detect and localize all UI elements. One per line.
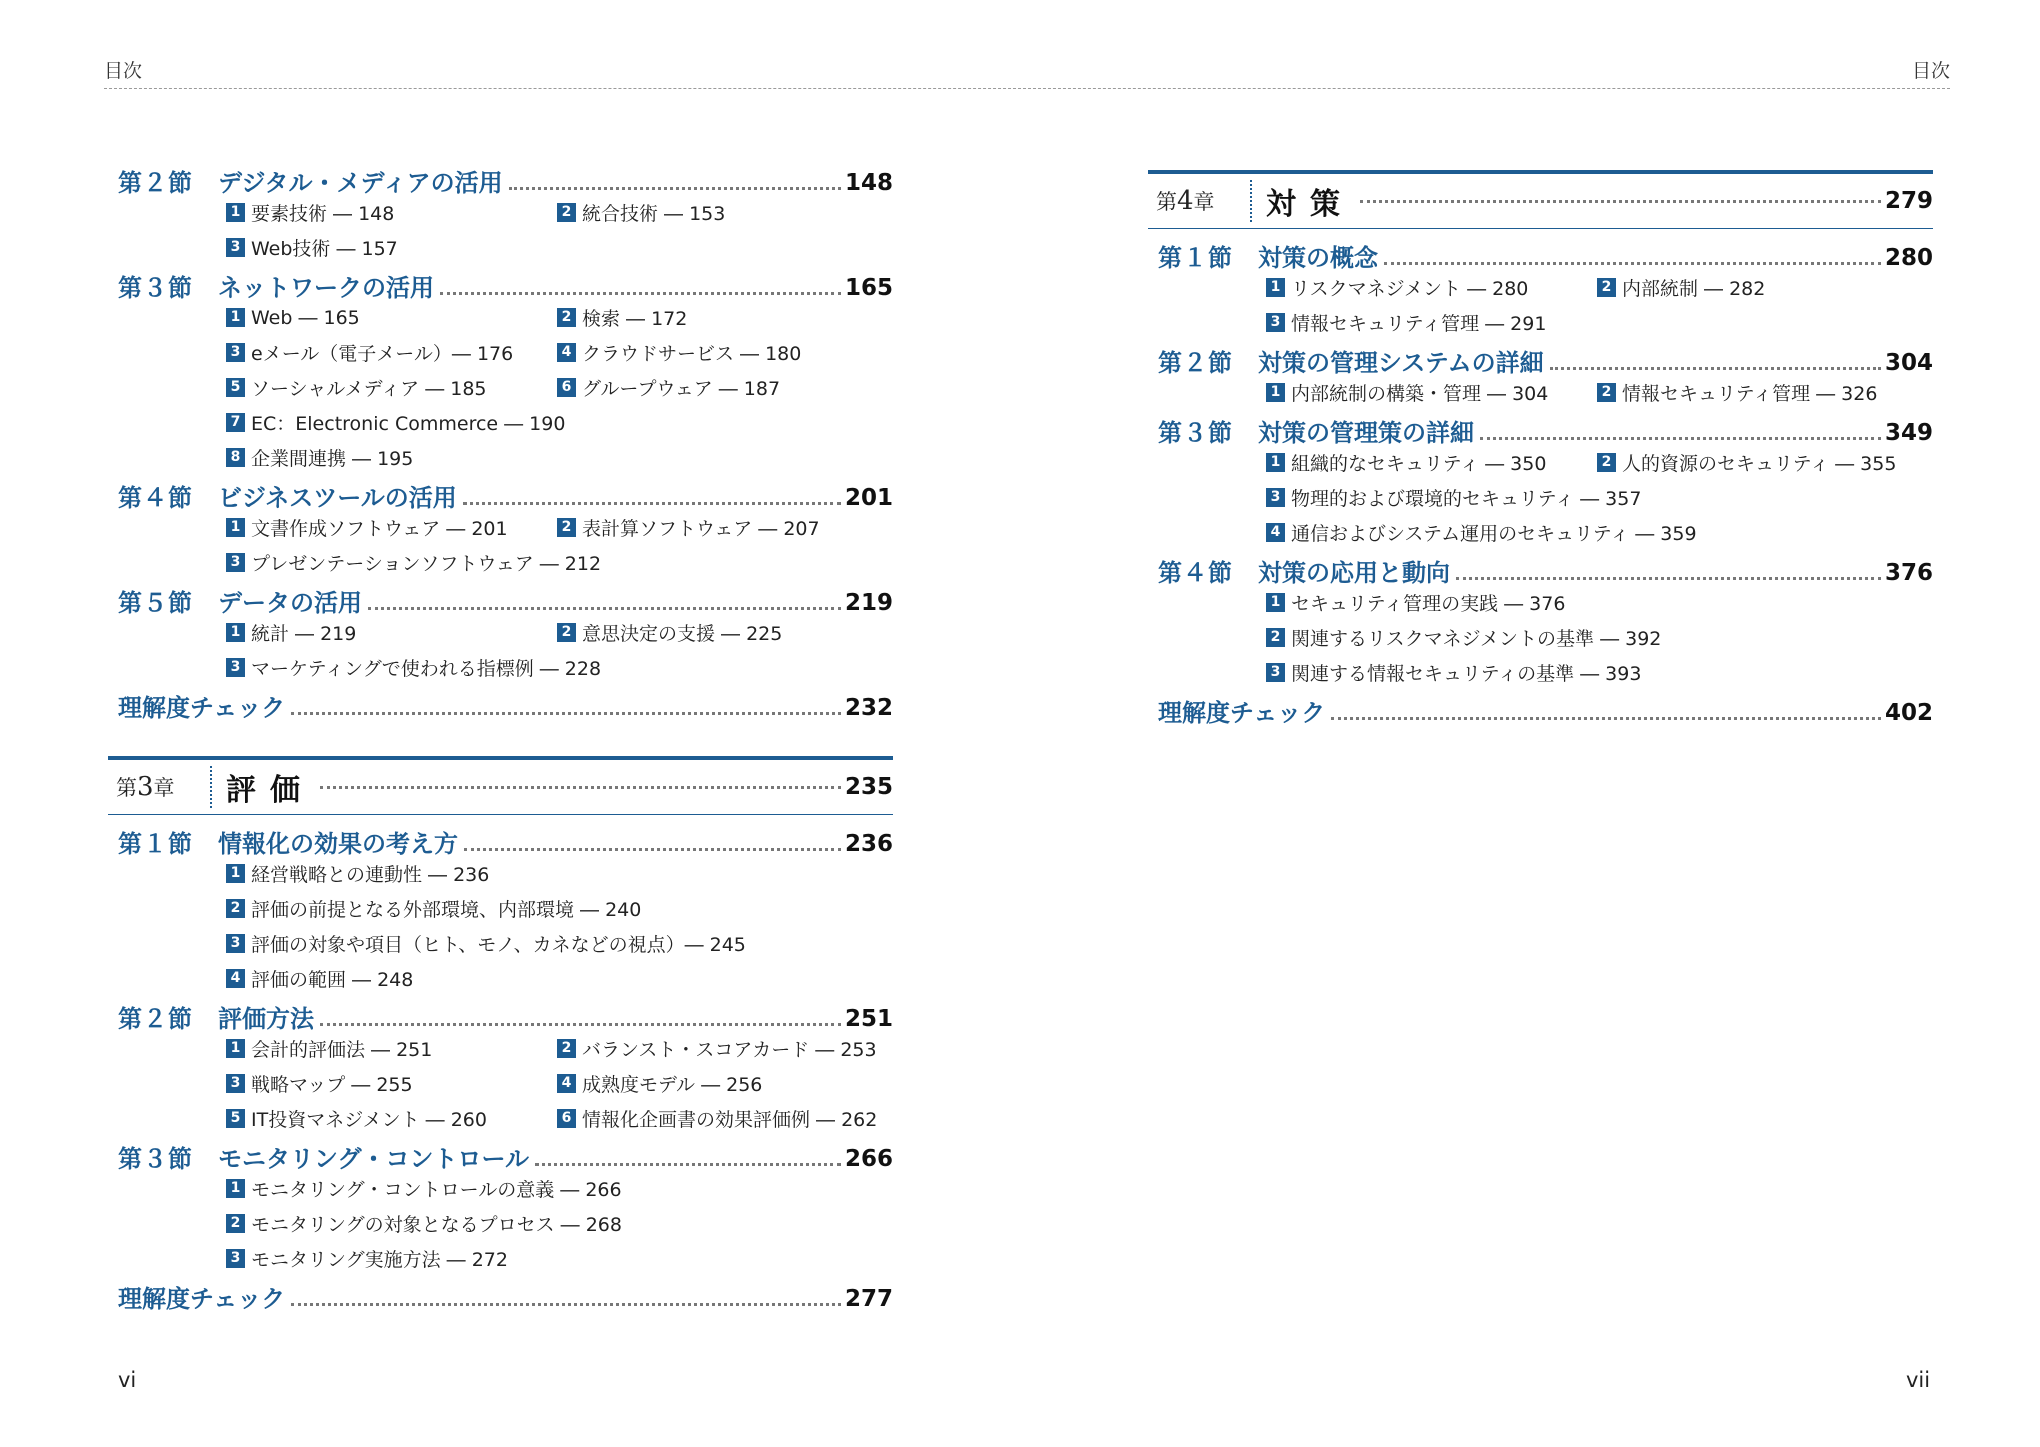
subsection-text: 評価の対象や項目（ヒト、モノ、カネなどの視点）― 245	[251, 934, 746, 956]
subsection-list	[118, 856, 893, 996]
subsection-text: 会計的評価法 ― 251	[251, 1039, 433, 1061]
subsection-number-badge: 3	[226, 238, 245, 257]
subsection-text: セキュリティ管理の実践 ― 376	[1291, 593, 1566, 615]
section-number: 第４節	[1158, 559, 1233, 587]
toc-section-entry[interactable]	[1158, 550, 1933, 585]
chapter-page: 235	[844, 774, 893, 800]
running-head-right: 目次	[1911, 60, 1950, 82]
subsection-number-badge: 2	[557, 623, 576, 642]
subsection-number-badge: 1	[226, 1039, 245, 1058]
subsection-item[interactable]	[226, 961, 876, 996]
subsection-item[interactable]	[226, 926, 876, 961]
subsection-item[interactable]	[1266, 445, 1597, 480]
subsection-number-badge: 1	[226, 623, 245, 642]
subsection-text: 情報セキュリティ管理 ― 326	[1622, 383, 1878, 405]
subsection-item[interactable]	[1266, 305, 1916, 340]
subsection-text: 企業間連携 ― 195	[251, 448, 414, 470]
running-head-left: 目次	[104, 60, 143, 82]
subsection-text: 情報化企画書の効果評価例 ― 262	[582, 1109, 878, 1131]
subsection-list	[1158, 270, 1933, 340]
subsection-number-badge: 2	[1266, 628, 1285, 647]
subsection-number-badge: 7	[226, 413, 245, 432]
subsection-number-badge: 3	[1266, 488, 1285, 507]
check-page: 277	[844, 1286, 893, 1312]
subsection-item[interactable]	[226, 1066, 557, 1101]
check-title: 理解度チェック	[118, 1285, 286, 1313]
subsection-number-badge: 1	[226, 308, 245, 327]
subsection-number-badge: 2	[226, 1214, 245, 1233]
subsection-text: 統計 ― 219	[251, 623, 357, 645]
subsection-item[interactable]	[226, 405, 876, 440]
section-page: 251	[844, 1006, 893, 1032]
subsection-number-badge: 4	[557, 1074, 576, 1093]
subsection-item[interactable]	[1266, 270, 1597, 305]
subsection-text: 検索 ― 172	[582, 308, 688, 330]
subsection-number-badge: 6	[557, 378, 576, 397]
subsection-number-badge: 2	[557, 203, 576, 222]
toc-section-entry[interactable]	[1158, 410, 1933, 445]
subsection-number-badge: 1	[226, 203, 245, 222]
subsection-item[interactable]	[1597, 270, 1928, 305]
leader-dots	[291, 712, 841, 715]
section-number: 第３節	[118, 274, 193, 302]
subsection-item[interactable]	[1266, 515, 1916, 550]
section-title: デジタル・メディアの活用	[218, 169, 503, 197]
toc-section-entry[interactable]	[118, 580, 893, 615]
subsection-text: 成熟度モデル ― 256	[582, 1074, 763, 1096]
page-number-right: vii	[1906, 1368, 1931, 1392]
subsection-item[interactable]	[226, 545, 876, 580]
section-number: 第２節	[118, 1005, 193, 1033]
section-title: データの活用	[218, 589, 362, 617]
subsection-number-badge: 4	[557, 343, 576, 362]
section-number: 第４節	[118, 484, 193, 512]
subsection-item[interactable]	[226, 650, 876, 685]
section-title: モニタリング・コントロール	[218, 1145, 530, 1173]
subsection-number-badge: 1	[1266, 278, 1285, 297]
leader-dots	[1384, 262, 1881, 265]
subsection-list	[118, 1031, 893, 1136]
subsection-text: 評価の範囲 ― 248	[251, 969, 414, 991]
section-title: 対策の管理策の詳細	[1258, 419, 1474, 447]
subsection-item[interactable]	[226, 1241, 876, 1276]
subsection-number-badge: 1	[226, 1179, 245, 1198]
subsection-text: バランスト・スコアカード ― 253	[582, 1039, 877, 1061]
subsection-text: eメール（電子メール）― 176	[251, 343, 514, 365]
toc-section-entry[interactable]	[1158, 235, 1933, 270]
subsection-item[interactable]	[226, 370, 557, 405]
subsection-item[interactable]	[1266, 375, 1597, 410]
toc-check-entry[interactable]	[118, 1276, 893, 1311]
running-head	[104, 56, 1950, 89]
toc-section-entry[interactable]	[1158, 340, 1933, 375]
subsection-text: 物理的および環境的セキュリティ ― 357	[1291, 488, 1642, 510]
toc-section-entry[interactable]	[118, 475, 893, 510]
check-page: 232	[844, 695, 893, 721]
section-page: 236	[844, 831, 893, 857]
subsection-list	[118, 195, 893, 265]
section-number: 第１節	[1158, 244, 1233, 272]
subsection-text: Web ― 165	[251, 306, 360, 329]
leader-dots	[1456, 577, 1881, 580]
subsection-text: 関連するリスクマネジメントの基準 ― 392	[1291, 628, 1662, 650]
subsection-text: 文書作成ソフトウェア ― 201	[251, 518, 508, 540]
subsection-item[interactable]	[557, 370, 888, 405]
subsection-text: 戦略マップ ― 255	[251, 1074, 413, 1096]
toc-check-entry[interactable]	[118, 685, 893, 720]
toc-section-entry[interactable]	[118, 160, 893, 195]
subsection-number-badge: 3	[1266, 313, 1285, 332]
subsection-item[interactable]	[226, 440, 876, 475]
subsection-number-badge: 1	[226, 518, 245, 537]
subsection-item[interactable]	[226, 300, 557, 335]
subsection-item[interactable]	[1266, 480, 1916, 515]
chapter-heading-3[interactable]	[108, 756, 893, 815]
subsection-list	[118, 615, 893, 685]
subsection-number-badge: 1	[226, 864, 245, 883]
subsection-item[interactable]	[557, 1066, 888, 1101]
subsection-text: グループウェア ― 187	[582, 378, 781, 400]
page-number-left: vi	[118, 1368, 137, 1392]
subsection-list	[118, 300, 893, 475]
chapter-heading-4[interactable]	[1148, 170, 1933, 229]
subsection-number-badge: 8	[226, 448, 245, 467]
subsection-text: 組織的なセキュリティ ― 350	[1291, 453, 1547, 475]
subsection-list	[118, 1171, 893, 1276]
subsection-item[interactable]	[1266, 655, 1916, 690]
subsection-text: 要素技術 ― 148	[251, 203, 395, 225]
section-page: 376	[1884, 560, 1933, 586]
leader-dots	[320, 786, 841, 789]
section-number: 第３節	[1158, 419, 1233, 447]
leader-dots	[1360, 200, 1881, 203]
subsection-item[interactable]	[557, 615, 888, 650]
subsection-item[interactable]	[226, 195, 557, 230]
subsection-number-badge: 2	[1597, 453, 1616, 472]
subsection-number-badge: 1	[1266, 453, 1285, 472]
subsection-text: 意思決定の支援 ― 225	[582, 623, 783, 645]
subsection-list	[1158, 585, 1933, 690]
subsection-text: モニタリング実施方法 ― 272	[251, 1249, 508, 1271]
section-number: 第５節	[118, 589, 193, 617]
leader-dots	[1550, 367, 1881, 370]
section-page: 280	[1884, 245, 1933, 271]
subsection-number-badge: 3	[1266, 663, 1285, 682]
section-page: 165	[844, 275, 893, 301]
subsection-item[interactable]	[557, 510, 888, 545]
section-title: 評価方法	[218, 1005, 314, 1033]
leader-dots	[1480, 437, 1881, 440]
subsection-number-badge: 2	[226, 899, 245, 918]
section-page: 349	[1884, 420, 1933, 446]
section-title: 情報化の効果の考え方	[218, 830, 458, 858]
subsection-list	[118, 510, 893, 580]
subsection-number-badge: 3	[226, 553, 245, 572]
section-number: 第２節	[118, 169, 193, 197]
section-number: 第１節	[118, 830, 193, 858]
toc-check-entry[interactable]	[1158, 690, 1933, 725]
toc-section-entry[interactable]	[118, 821, 893, 856]
chapter-title: 対策	[1266, 187, 1354, 222]
subsection-item[interactable]	[1266, 585, 1916, 620]
section-title: ネットワークの活用	[218, 274, 434, 302]
subsection-item[interactable]	[1266, 620, 1916, 655]
subsection-number-badge: 3	[226, 658, 245, 677]
subsection-text: ソーシャルメディア ― 185	[251, 378, 487, 400]
subsection-text: 関連する情報セキュリティの基準 ― 393	[1291, 663, 1642, 685]
subsection-item[interactable]	[557, 300, 888, 335]
subsection-item[interactable]	[1597, 445, 1928, 480]
subsection-number-badge: 5	[226, 1109, 245, 1128]
subsection-text: リスクマネジメント ― 280	[1291, 278, 1529, 300]
leader-dots	[464, 848, 841, 851]
subsection-list	[1158, 445, 1933, 550]
subsection-number-badge: 2	[1597, 383, 1616, 402]
toc-section-entry[interactable]	[118, 265, 893, 300]
subsection-item[interactable]	[226, 1171, 876, 1206]
subsection-number-badge: 4	[226, 969, 245, 988]
subsection-text: 表計算ソフトウェア ― 207	[582, 518, 820, 540]
check-page: 402	[1884, 700, 1933, 726]
subsection-text: 評価の前提となる外部環境、内部環境 ― 240	[251, 899, 642, 921]
toc-section-entry[interactable]	[118, 996, 893, 1031]
subsection-number-badge: 4	[1266, 523, 1285, 542]
subsection-text: モニタリングの対象となるプロセス ― 268	[251, 1214, 622, 1236]
subsection-item[interactable]	[557, 195, 888, 230]
subsection-number-badge: 2	[557, 1039, 576, 1058]
subsection-item[interactable]	[226, 615, 557, 650]
subsection-text: クラウドサービス ― 180	[582, 343, 802, 365]
subsection-number-badge: 1	[1266, 383, 1285, 402]
subsection-item[interactable]	[226, 335, 557, 370]
section-title: 対策の概念	[1258, 244, 1378, 272]
subsection-text: Web技術 ― 157	[251, 238, 398, 260]
subsection-number-badge: 3	[226, 934, 245, 953]
subsection-text: マーケティングで使われる指標例 ― 228	[251, 658, 602, 680]
section-title: 対策の応用と動向	[1258, 559, 1450, 587]
chapter-number: 第 4 章	[1148, 180, 1252, 222]
section-page: 148	[844, 170, 893, 196]
subsection-number-badge: 2	[557, 308, 576, 327]
subsection-item[interactable]	[226, 510, 557, 545]
subsection-item[interactable]	[226, 891, 876, 926]
toc-chapter2-sections	[118, 160, 893, 685]
leader-dots	[535, 1163, 841, 1166]
leader-dots	[368, 607, 841, 610]
subsection-text: モニタリング・コントロールの意義 ― 266	[251, 1179, 622, 1201]
subsection-text: 内部統制 ― 282	[1622, 278, 1766, 300]
subsection-item[interactable]	[557, 1031, 888, 1066]
subsection-text: 統合技術 ― 153	[582, 203, 726, 225]
subsection-number-badge: 2	[557, 518, 576, 537]
check-title: 理解度チェック	[1158, 699, 1326, 727]
section-number: 第３節	[118, 1145, 193, 1173]
subsection-number-badge: 3	[226, 1249, 245, 1268]
subsection-text: 通信およびシステム運用のセキュリティ ― 359	[1291, 523, 1697, 545]
leader-dots	[463, 502, 841, 505]
check-title: 理解度チェック	[118, 694, 286, 722]
leader-dots	[291, 1303, 841, 1306]
subsection-number-badge: 5	[226, 378, 245, 397]
subsection-item[interactable]	[1597, 375, 1928, 410]
chapter-title: 評価	[226, 773, 314, 808]
toc-right-column	[1158, 160, 1933, 725]
subsection-number-badge: 3	[226, 1074, 245, 1093]
subsection-item[interactable]	[226, 1206, 876, 1241]
section-page: 304	[1884, 350, 1933, 376]
subsection-item[interactable]	[226, 856, 876, 891]
section-page: 219	[844, 590, 893, 616]
section-number: 第２節	[1158, 349, 1233, 377]
subsection-number-badge: 6	[557, 1109, 576, 1128]
subsection-text: 内部統制の構築・管理 ― 304	[1291, 383, 1549, 405]
subsection-text: 人的資源のセキュリティ ― 355	[1622, 453, 1897, 475]
subsection-text: プレゼンテーションソフトウェア ― 212	[251, 553, 602, 575]
leader-dots	[1331, 717, 1881, 720]
subsection-item[interactable]	[557, 335, 888, 370]
chapter-page: 279	[1884, 188, 1933, 214]
subsection-number-badge: 3	[226, 343, 245, 362]
subsection-item[interactable]	[226, 1101, 557, 1136]
subsection-list	[1158, 375, 1933, 410]
toc-chapter4-sections	[1158, 235, 1933, 690]
section-title: 対策の管理システムの詳細	[1258, 349, 1544, 377]
subsection-text: 経営戦略との連動性 ― 236	[251, 864, 490, 886]
chapter-number: 第 3 章	[108, 766, 212, 808]
toc-left-column	[118, 160, 893, 1311]
subsection-item[interactable]	[226, 230, 876, 265]
subsection-text: IT投資マネジメント ― 260	[251, 1109, 487, 1131]
toc-chapter3-sections	[118, 821, 893, 1276]
toc-section-entry[interactable]	[118, 1136, 893, 1171]
leader-dots	[440, 292, 841, 295]
subsection-number-badge: 1	[1266, 593, 1285, 612]
section-page: 201	[844, 485, 893, 511]
subsection-text: EC：Electronic Commerce ― 190	[251, 413, 566, 435]
subsection-item[interactable]	[557, 1101, 888, 1136]
subsection-item[interactable]	[226, 1031, 557, 1066]
leader-dots	[320, 1023, 841, 1026]
subsection-number-badge: 2	[1597, 278, 1616, 297]
section-title: ビジネスツールの活用	[218, 484, 457, 512]
section-page: 266	[844, 1146, 893, 1172]
subsection-text: 情報セキュリティ管理 ― 291	[1291, 313, 1547, 335]
leader-dots	[509, 187, 841, 190]
